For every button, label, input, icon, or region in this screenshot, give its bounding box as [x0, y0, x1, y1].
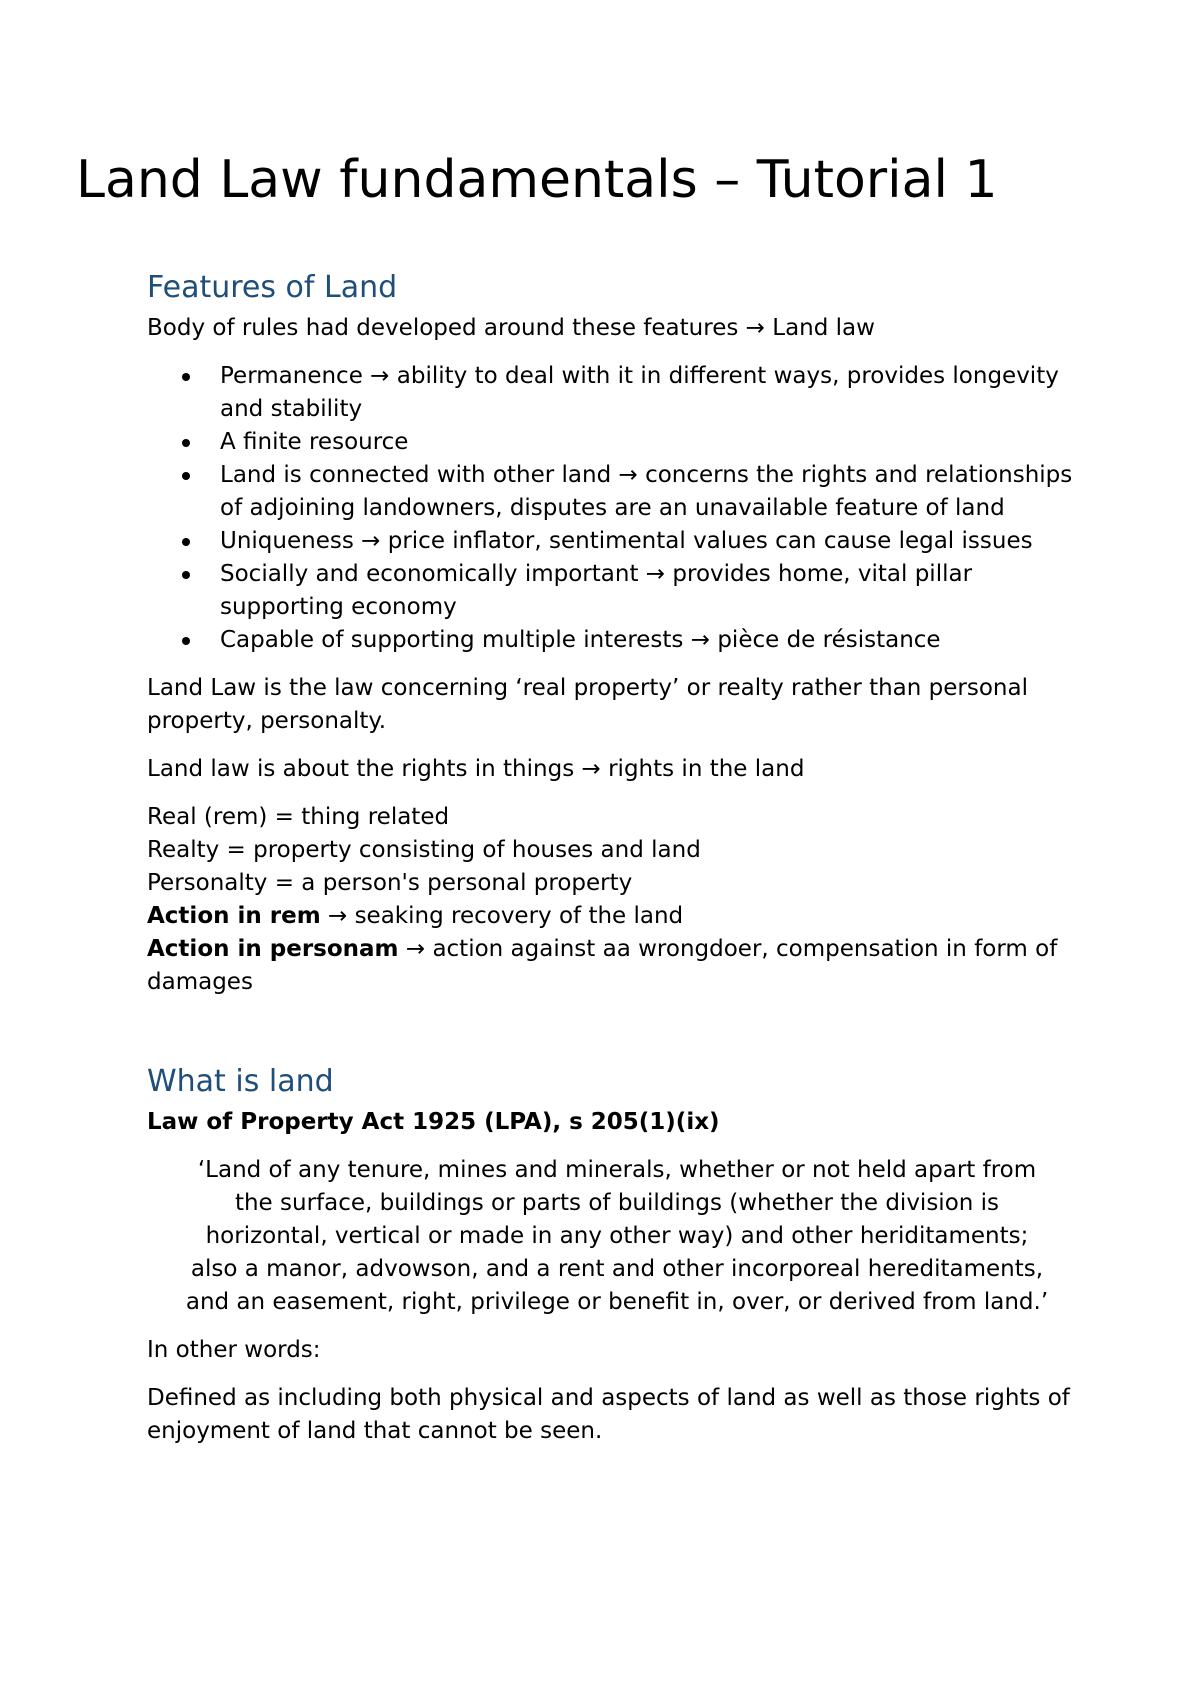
rights-in-things-paragraph: Land law is about the rights in things → rights in the land	[147, 756, 805, 782]
list-item: A finite resource	[220, 426, 1087, 459]
bullet-icon	[182, 571, 190, 579]
bullet-icon	[182, 439, 190, 447]
section-heading-features-of-land: Features of Land	[147, 270, 398, 305]
document-title: Land Law fundamentals – Tutorial 1	[76, 150, 998, 210]
intro-text: Body of rules had developed around these features	[147, 315, 739, 341]
section-spacer	[147, 1014, 1087, 1058]
arrow-icon: →	[327, 903, 348, 929]
intro-after-text: Land law	[772, 315, 875, 341]
arrow-icon: →	[370, 363, 390, 389]
document-body	[147, 264, 1087, 1463]
statute-reference: Law of Property Act 1925 (LPA), s 205(1)(ix)	[147, 1109, 720, 1135]
arrow-icon: →	[745, 315, 765, 341]
quote-line: and an easement, right, privilege or benefit in, over, or derived from land.’	[185, 1289, 1049, 1315]
bullet-icon	[182, 472, 190, 480]
statute-quote	[147, 1154, 1087, 1319]
quote-line: the surface, buildings or parts of buildings (whether the division is	[234, 1190, 1000, 1216]
real-property-paragraph: Land Law is the law concerning ‘real property’ or realty rather than personal property, personalty.	[147, 675, 1028, 734]
definition-realty: Realty = property consisting of houses and land	[147, 837, 701, 863]
section-heading-what-is-land: What is land	[147, 1064, 334, 1099]
definition-real: Real (rem) = thing related	[147, 804, 450, 830]
arrow-icon: →	[405, 936, 426, 962]
arrow-icon: →	[618, 462, 638, 488]
quote-line: ‘Land of any tenure, mines and minerals, whether or not held apart from	[197, 1157, 1037, 1183]
action-in-personam-label: Action in personam	[147, 936, 399, 962]
intro-paragraph	[147, 312, 1087, 345]
arrow-icon: →	[645, 561, 666, 587]
bullet-icon	[182, 637, 190, 645]
definitions-block	[147, 801, 1087, 999]
definition-action-in-personam: Action in personam → action against aa wrongdoer, compensation in form of damages	[147, 936, 1058, 995]
features-list	[147, 360, 1087, 657]
arrow-icon: →	[361, 528, 381, 554]
quote-line: horizontal, vertical or made in any other way) and other heriditaments;	[205, 1223, 1029, 1249]
in-other-words-label: In other words:	[147, 1337, 321, 1363]
quote-line: also a manor, advowson, and a rent and other incorporeal hereditaments,	[190, 1256, 1044, 1282]
definition-paragraph: Defined as including both physical and aspects of land as well as those rights of enjoyment of land that cannot be seen.	[147, 1385, 1070, 1444]
action-in-rem-label: Action in rem	[147, 903, 321, 929]
list-item: Uniqueness → price inflator, sentimental values can cause legal issues	[220, 525, 1087, 558]
list-item: Land is connected with other land → concerns the rights and relationships of adjoining landowners, disputes are an unavailable feature of land	[220, 459, 1087, 525]
bullet-icon	[182, 373, 190, 381]
list-item: Permanence → ability to deal with it in different ways, provides longevity and stability	[220, 360, 1087, 426]
arrow-icon: →	[581, 756, 601, 782]
list-item: Socially and economically important → provides home, vital pillar supporting economy	[220, 558, 1087, 624]
definition-action-in-rem: Action in rem → seaking recovery of the land	[147, 903, 684, 929]
arrow-icon: →	[690, 627, 711, 653]
definition-personalty: Personalty = a person's personal property	[147, 870, 633, 896]
bullet-icon	[182, 538, 190, 546]
list-item: Capable of supporting multiple interests → pièce de résistance	[220, 624, 1087, 657]
